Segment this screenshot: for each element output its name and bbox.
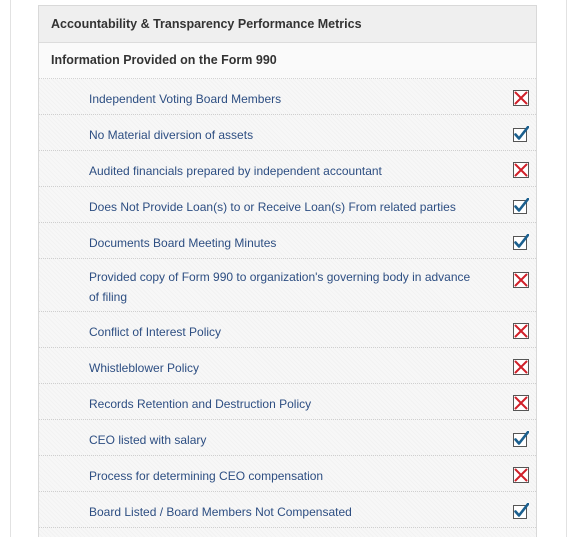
metrics-list — [39, 79, 536, 537]
metric-row — [39, 348, 536, 384]
metric-row — [39, 115, 536, 151]
metric-label: Audited financials prepared by independent accountant — [89, 164, 382, 178]
metrics-panel — [38, 5, 537, 537]
metric-row — [39, 223, 536, 259]
metric-label: Provided copy of Form 990 to organization's governing body in advance of filing — [89, 270, 471, 304]
metric-label: CEO listed with salary — [89, 433, 207, 447]
cross-icon — [513, 467, 529, 483]
page-border-left — [10, 0, 11, 537]
metric-label: Conflict of Interest Policy — [89, 325, 222, 339]
cross-icon — [513, 323, 529, 339]
metric-row — [39, 456, 536, 492]
metric-row — [39, 492, 536, 528]
section-title: Information Provided on the Form 990 — [39, 43, 536, 79]
metric-label: Whistleblower Policy — [89, 361, 200, 375]
cross-icon — [513, 395, 529, 411]
page-border-right — [566, 0, 567, 537]
cross-icon — [513, 359, 529, 375]
metric-label: Does Not Provide Loan(s) to or Receive Loan(s) From related parties — [89, 200, 456, 214]
list-spacer — [39, 528, 536, 537]
metric-row — [39, 259, 536, 312]
metric-label: Process for determining CEO compensation — [89, 469, 324, 483]
metric-label: Board Listed / Board Members Not Compensated — [89, 505, 352, 519]
checkmark-icon — [513, 234, 529, 250]
panel-title: Accountability & Transparency Performance Metrics — [39, 6, 536, 43]
metric-row — [39, 187, 536, 223]
metric-row — [39, 384, 536, 420]
cross-icon — [513, 162, 529, 178]
metric-row — [39, 151, 536, 187]
metric-row — [39, 79, 536, 115]
checkmark-icon — [513, 198, 529, 214]
metric-label: Documents Board Meeting Minutes — [89, 236, 277, 250]
checkmark-icon — [513, 431, 529, 447]
metric-label: Records Retention and Destruction Policy — [89, 397, 312, 411]
metric-row — [39, 312, 536, 348]
checkmark-icon — [513, 503, 529, 519]
metric-label: Independent Voting Board Members — [89, 92, 282, 106]
cross-icon — [513, 90, 529, 106]
metric-row — [39, 420, 536, 456]
cross-icon — [513, 272, 529, 288]
checkmark-icon — [513, 126, 529, 142]
metric-label: No Material diversion of assets — [89, 128, 254, 142]
